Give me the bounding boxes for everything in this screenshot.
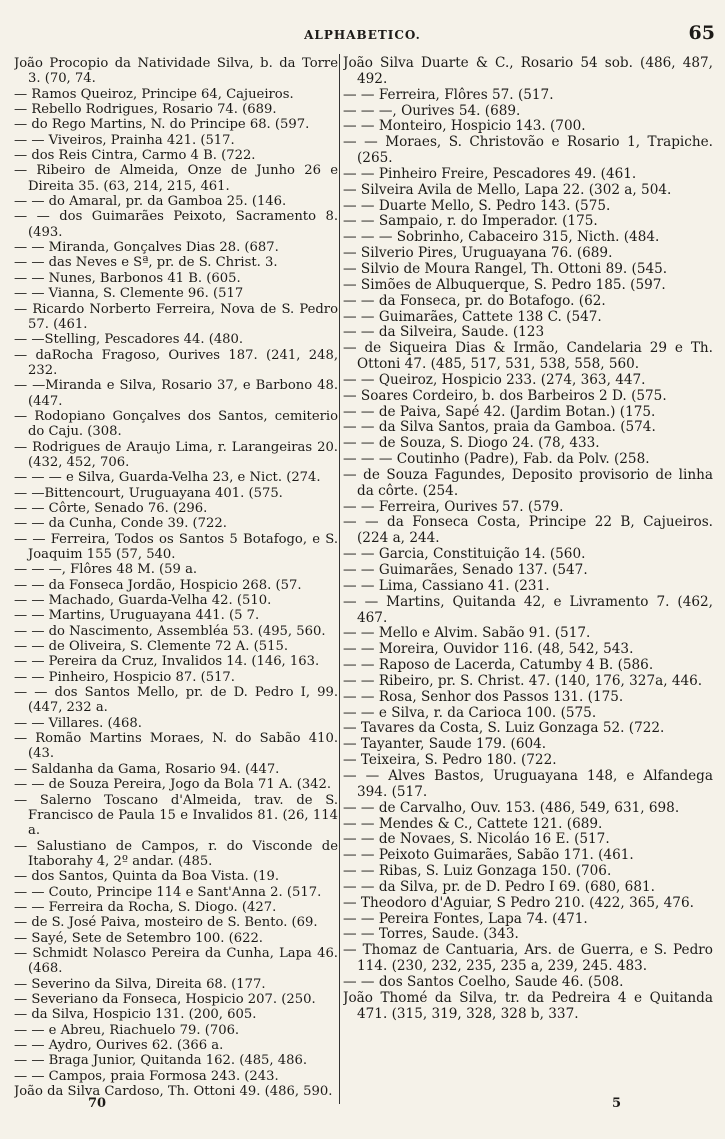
directory-entry: — —Stelling, Pescadores 44. (480. xyxy=(14,332,244,348)
directory-entry: — — Guimarães, Senado 137. (547. xyxy=(343,562,588,578)
directory-entry: — — da Silva Santos, praia da Gamboa. (574. xyxy=(343,419,656,436)
directory-entry: — — Aydro, Ourives 62. (366 a. xyxy=(14,1038,224,1053)
directory-entry: — Theodoro d'Aguiar, S Pedro 210. (422, 365, 476. xyxy=(343,894,694,911)
directory-entry: — — dos Guimarães Peixoto, Sacramento 8. (493. xyxy=(14,209,338,240)
column-divider xyxy=(339,54,340,1104)
directory-entry: — do Rego Martins, N. do Principe 68. (597. xyxy=(14,117,310,133)
directory-entry: — Simões de Albuquerque, S. Pedro 185. (597. xyxy=(343,276,666,293)
directory-entry: — — Garcia, Constituição 14. (560. xyxy=(343,546,586,563)
directory-entry: — — Côrte, Senado 76. (296. xyxy=(14,500,208,516)
directory-entry: — — Moreira, Ouvidor 116. (48, 542, 543. xyxy=(343,641,634,658)
directory-entry: — Soares Cordeiro, b. dos Barbeiros 2 D. (575. xyxy=(343,387,667,404)
directory-entry: — — Martins, Quitanda 42, e Livramento 7. (462, 467. xyxy=(343,593,713,626)
directory-entry: — — Braga Junior, Quitanda 162. (485, 486. xyxy=(14,1053,308,1069)
directory-entry: — — Pereira da Cruz, Invalidos 14. (146, 163. xyxy=(14,654,320,670)
signature-mark-left: 70 xyxy=(88,1096,107,1111)
directory-entry: — Salerno Toscano d'Almeida, trav. de S. Francisco de Paula 15 e Invalidos 81. (26, 114 a. xyxy=(14,792,338,839)
directory-entry: — — das Neves e Sª, pr. de S. Christ. 3. xyxy=(14,255,278,271)
directory-entry: — — de Carvalho, Ouv. 153. (486, 549, 631, 698. xyxy=(343,799,680,816)
directory-entry: — Rebello Rodrigues, Rosario 74. (689. xyxy=(14,102,277,118)
directory-entry: — —Bittencourt, Uruguayana 401. (575. xyxy=(14,485,283,501)
running-title: ALPHABETICO. xyxy=(304,28,421,42)
directory-entry: — — — Coutinho (Padre), Fab. da Polv. (258. xyxy=(343,451,650,468)
directory-entry: — — Queiroz, Hospicio 233. (274, 363, 447. xyxy=(343,371,646,388)
directory-entry: — — de Oliveira, S. Clemente 72 A. (515. xyxy=(14,639,289,655)
right-column xyxy=(343,56,713,1101)
directory-entry: — Ribeiro de Almeida, Onze de Junho 26 e Direita 35. (63, 214, 215, 461. xyxy=(14,163,338,194)
directory-entry: — — Viveiros, Prainha 421. (517. xyxy=(14,132,235,148)
directory-entry: — daRocha Fragoso, Ourives 187. (241, 248, 232. xyxy=(14,347,338,378)
directory-entry: — — da Fonseca Costa, Principe 22 B, Cajueiros. (224 a, 244. xyxy=(343,514,713,547)
directory-entry: — — Martins, Uruguayana 441. (5 7. xyxy=(14,608,260,624)
directory-entry: — — Ferreira da Rocha, S. Diogo. (427. xyxy=(14,899,277,915)
directory-entry: — Ricardo Norberto Ferreira, Nova de S. Pedro 57. (461. xyxy=(14,301,338,332)
directory-entry: — Rodrigues de Araujo Lima, r. Larangeiras 20. (432, 452, 706. xyxy=(14,439,338,470)
directory-entry: — de S. José Paiva, mosteiro de S. Bento. (69. xyxy=(14,915,318,931)
directory-entry: — — Lima, Cassiano 41. (231. xyxy=(343,577,550,594)
directory-entry: — Romão Martins Moraes, N. do Sabão 410. (43. xyxy=(14,731,338,762)
directory-entry: — Silveira Avila de Mello, Lapa 22. (302 a, 504. xyxy=(343,181,672,198)
directory-entry: — — Alves Bastos, Uruguayana 148, e Alfandega 394. (517. xyxy=(343,767,713,800)
directory-entry: — Thomaz de Cantuaria, Ars. de Guerra, e S. Pedro 114. (230, 232, 235, 235 a, 239, 245. 483. xyxy=(343,942,713,975)
directory-entry: — — Monteiro, Hospicio 143. (700. xyxy=(343,118,586,135)
directory-entry: — Sayé, Sete de Setembro 100. (622. xyxy=(14,930,263,946)
directory-entry: — — Nunes, Barbonos 41 B. (605. xyxy=(14,270,241,286)
directory-entry: — Tavares da Costa, S. Luiz Gonzaga 52. (722. xyxy=(343,720,665,737)
directory-entry: — Salustiano de Campos, r. do Visconde de Itaborahy 4, 2º andar. (485. xyxy=(14,838,338,869)
directory-entry: — — —, Flôres 48 M. (59 a. xyxy=(14,562,198,578)
directory-entry: — — Rosa, Senhor dos Passos 131. (175. xyxy=(343,688,624,705)
directory-entry: — — Ferreira, Flôres 57. (517. xyxy=(343,86,554,103)
directory-entry: — — e Silva, r. da Carioca 100. (575. xyxy=(343,704,597,721)
directory-entry: — Severiano da Fonseca, Hospicio 207. (250. xyxy=(14,991,316,1007)
directory-entry: — —Miranda e Silva, Rosario 37, e Barbono 48. (447. xyxy=(14,378,338,409)
directory-entry: — — Raposo de Lacerda, Catumby 4 B. (586. xyxy=(343,657,654,674)
directory-entry: — Ramos Queiroz, Principe 64, Cajueiros. xyxy=(14,86,294,102)
directory-entry: — Schmidt Nolasco Pereira da Cunha, Lapa 46. (468. xyxy=(14,945,338,977)
directory-entry: — — Ribas, S. Luiz Gonzaga 150. (706. xyxy=(343,863,612,880)
directory-entry: — de Siqueira Dias & Irmão, Candelaria 29 e Th. Ottoni 47. (485, 517, 531, 538, 558, 560. xyxy=(343,340,713,373)
directory-entry: — — de Souza Pereira, Jogo da Bola 71 A. (342. xyxy=(14,777,332,793)
directory-entry: — — Duarte Mello, S. Pedro 143. (575. xyxy=(343,197,611,214)
directory-entry: — Saldanha da Gama, Rosario 94. (447. xyxy=(14,761,280,777)
directory-entry: — — de Novaes, S. Nicoláo 16 E. (517. xyxy=(343,831,610,848)
directory-entry: — — Pinheiro Freire, Pescadores 49. (461. xyxy=(343,165,637,182)
directory-entry: — — Villares. (468. xyxy=(14,715,142,731)
directory-entry: — Teixeira, S. Pedro 180. (722. xyxy=(343,752,557,769)
page-header xyxy=(0,22,725,48)
directory-entry: — — Mendes & C., Cattete 121. (689. xyxy=(343,815,603,832)
directory-entry: — — Ferreira, Ourives 57. (579. xyxy=(343,498,564,515)
directory-entry: — — Guimarães, Cattete 138 C. (547. xyxy=(343,308,602,325)
directory-entry: — de Souza Fagundes, Deposito provisorio de linha da côrte. (254. xyxy=(343,466,713,499)
directory-entry: — dos Santos, Quinta da Boa Vista. (19. xyxy=(14,869,280,885)
directory-entry: — — do Nascimento, Assembléa 53. (495, 560. xyxy=(14,623,326,639)
directory-entry: — — Ferreira, Todos os Santos 5 Botafogo, e S. Joaquim 155 (57, 540. xyxy=(14,531,338,562)
directory-entry: — — da Fonseca, pr. do Botafogo. (62. xyxy=(343,292,606,309)
directory-entry: João Procopio da Natividade Silva, b. da Torre 3. (70, 74. xyxy=(14,56,338,87)
directory-entry: — — — Sobrinho, Cabaceiro 315, Nicth. (484. xyxy=(343,229,660,246)
directory-entry: — Silvio de Moura Rangel, Th. Ottoni 89. (545. xyxy=(343,260,668,277)
directory-entry: — — Vianna, S. Clemente 96. (517 xyxy=(14,286,244,302)
directory-entry: João Thomé da Silva, tr. da Pedreira 4 e Quitanda 471. (315, 319, 328, 328 b, 337. xyxy=(343,989,713,1022)
directory-entry: João Silva Duarte & C., Rosario 54 sob. (486, 487, 492. xyxy=(343,56,713,87)
directory-entry: — dos Reis Cintra, Carmo 4 B. (722. xyxy=(14,148,256,164)
directory-entry: — da Silva, Hospicio 131. (200, 605. xyxy=(14,1007,257,1023)
directory-entry: — — — e Silva, Guarda-Velha 23, e Nict. (274. xyxy=(14,470,321,486)
directory-entry: — — dos Santos Mello, pr. de D. Pedro I, 99. (447, 232 a. xyxy=(14,685,338,716)
directory-entry: — — Peixoto Guimarães, Sabão 171. (461. xyxy=(343,847,634,864)
signature-mark-right: 5 xyxy=(612,1096,622,1111)
directory-entry: — — Campos, praia Formosa 243. (243. xyxy=(14,1068,279,1084)
directory-entry: — — de Paiva, Sapé 42. (Jardim Botan.) (175. xyxy=(343,403,656,420)
directory-entry: — — Miranda, Gonçalves Dias 28. (687. xyxy=(14,240,279,256)
directory-entry: — — da Silva, pr. de D. Pedro I 69. (680, 681. xyxy=(343,878,655,895)
directory-entry: — — Ribeiro, pr. S. Christ. 47. (140, 176, 327a, 446. xyxy=(343,672,703,689)
directory-entry: — Severino da Silva, Direita 68. (177. xyxy=(14,976,266,992)
left-column xyxy=(14,56,338,1101)
directory-entry: — — Mello e Alvim. Sabão 91. (517. xyxy=(343,625,591,642)
directory-entry: — — do Amaral, pr. da Gamboa 25. (146. xyxy=(14,194,287,210)
directory-entry: — — da Cunha, Conde 39. (722. xyxy=(14,516,227,532)
directory-entry: — — dos Santos Coelho, Saude 46. (508. xyxy=(343,973,624,990)
directory-entry: — — de Souza, S. Diogo 24. (78, 433. xyxy=(343,435,600,452)
directory-entry: — — Pinheiro, Hospicio 87. (517. xyxy=(14,669,235,685)
page-number: 65 xyxy=(688,22,715,44)
directory-entry: — Rodopiano Gonçalves dos Santos, cemiterio do Caju. (308. xyxy=(14,408,338,440)
directory-entry: — — Pereira Fontes, Lapa 74. (471. xyxy=(343,910,588,927)
directory-entry: — Silverio Pires, Uruguayana 76. (689. xyxy=(343,245,613,262)
directory-entry: — — Torres, Saude. (343. xyxy=(343,926,519,943)
directory-entry: — — Moraes, S. Christovão e Rosario 1, Trapiche. (265. xyxy=(343,134,713,167)
directory-entry: João da Silva Cardoso, Th. Ottoni 49. (486, 590. xyxy=(14,1084,333,1100)
directory-entry: — Tayanter, Saude 179. (604. xyxy=(343,736,547,753)
directory-entry: — — —, Ourives 54. (689. xyxy=(343,102,521,119)
directory-entry: — — da Fonseca Jordão, Hospicio 268. (57. xyxy=(14,577,302,593)
directory-entry: — — da Silveira, Saude. (123 xyxy=(343,324,545,341)
directory-entry: — — Couto, Principe 114 e Sant'Anna 2. (517. xyxy=(14,884,322,900)
directory-entry: — — Machado, Guarda-Velha 42. (510. xyxy=(14,593,272,609)
directory-entry: — — Sampaio, r. do Imperador. (175. xyxy=(343,213,598,230)
directory-entry: — — e Abreu, Riachuelo 79. (706. xyxy=(14,1022,240,1038)
